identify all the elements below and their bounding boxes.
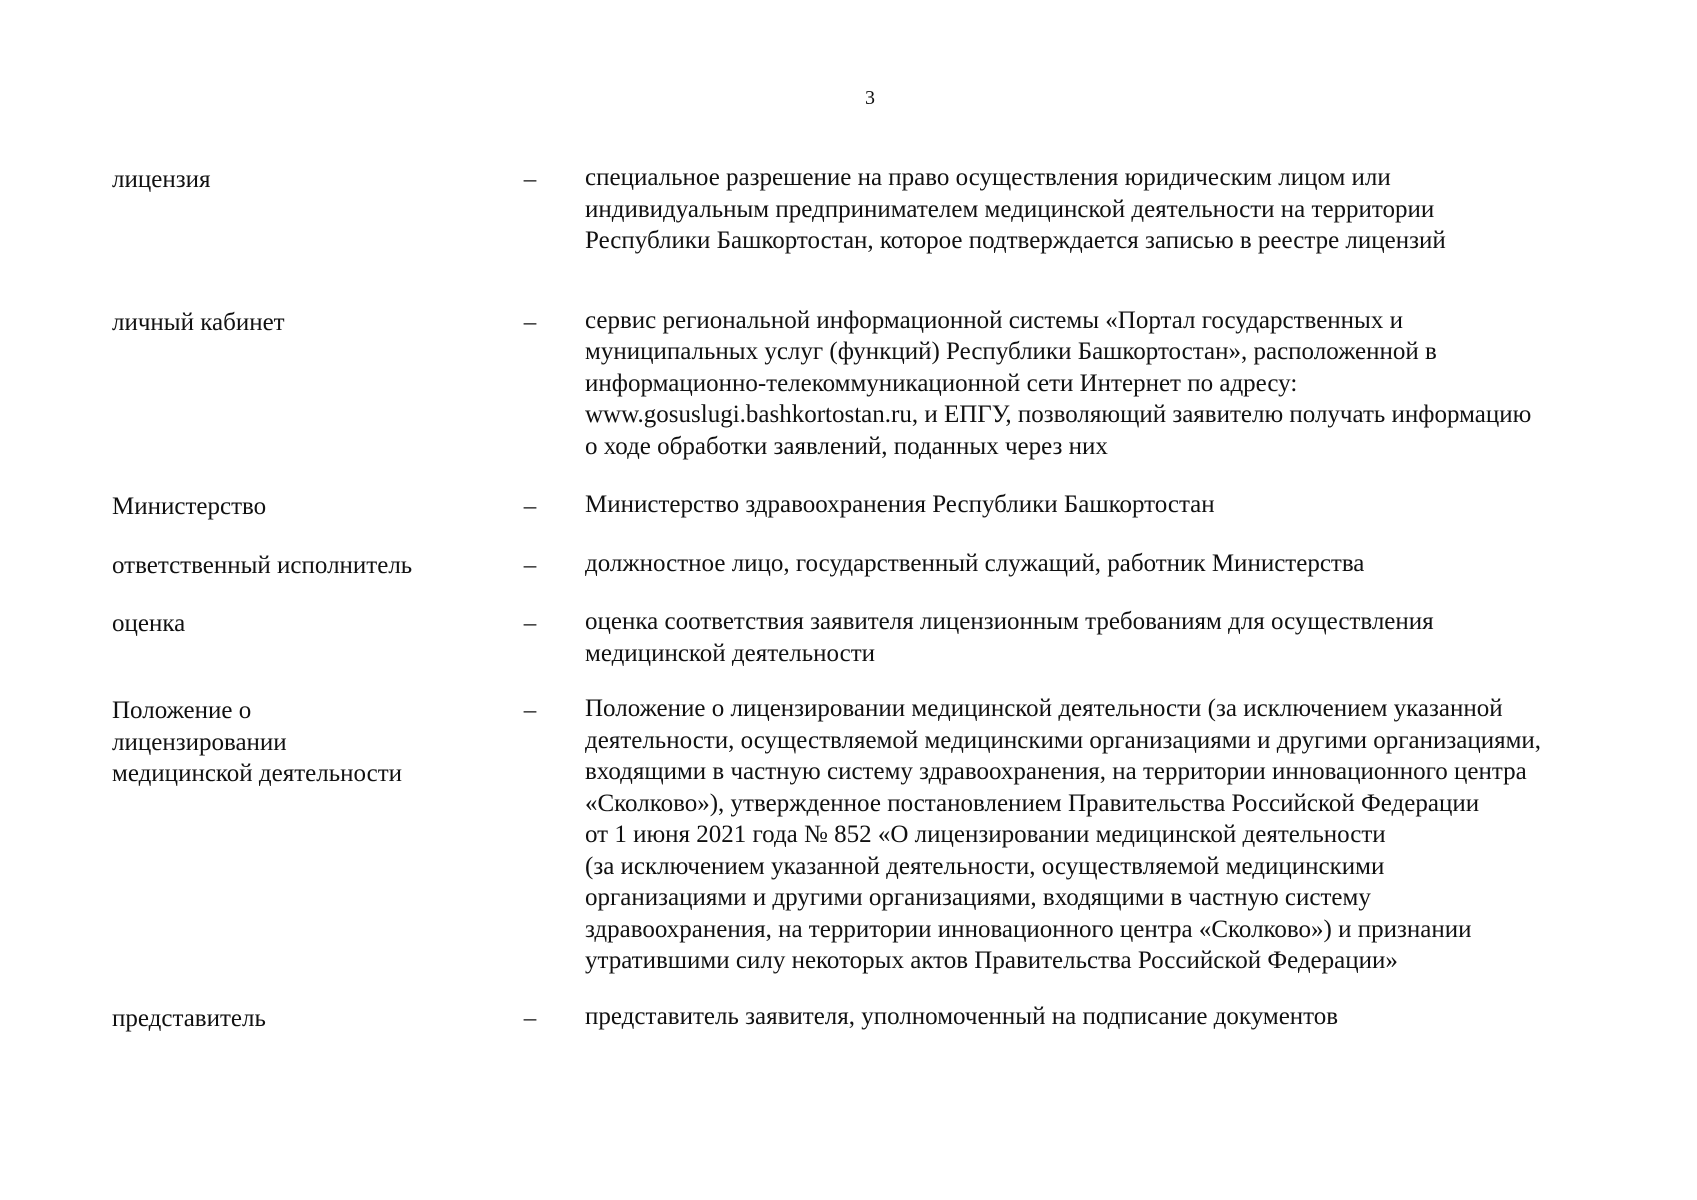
glossary-definition: специальное разрешение на право осуществления юридическим лицом или индивидуальным предпринимателем медицинской деятельности на территории Республики Башкортостан, которое подтверждается записью в реестре лицензий [585,164,1446,254]
glossary-definition: сервис региональной информационной системы «Портал государственных и муниципальных услуг (функций) Республики Башкортостан», расположенной в информационно-телекоммуникационной сети Интернет по адресу: www.gosuslugi.bashkortostan.ru, и ЕПГУ, позволяющий заявителю получать информацию о ходе обработки заявлений, поданных через них [585,306,1532,460]
glossary-definition: Положение о лицензировании медицинской деятельности (за исключением указанной деятельности, осуществляемой медицинскими организациями и другими организациями, входящими в частную систему здравоохранения, на территории инновационного центра «Сколково»), утвержденное постановлением Правительства Российской Федерации от 1 июня 2021 года № 852 «О лицензировании медицинской деятельности (за исключением указанной деятельности, осуществляемой медицинскими организациями и другими организациями, входящими в частную систему здравоохранения, на территории инновационного центра «Сколково») и признании утратившими силу некоторых актов Правительства Российской Федерации» [585,695,1542,974]
glossary-entry-representative [112,1001,1632,1033]
glossary-term: представитель [112,1004,266,1032]
glossary-entry-assessment [112,606,1632,669]
glossary-entry-personal-account [112,305,1632,463]
glossary-term: оценка [112,610,186,637]
glossary-term: лицензия [112,166,211,193]
page-number: 3 [865,87,875,109]
glossary-definition: Министерство здравоохранения Республики Башкортостан [585,491,1215,518]
dash-separator: – [523,166,537,193]
glossary-entry-ministry [112,489,1632,521]
glossary-entry-licensing-regulation [112,693,1632,977]
glossary-definition: представитель заявителя, уполномоченный на подписание документов [585,1002,1339,1030]
dash-separator: – [523,610,537,637]
dash-separator: – [523,308,537,336]
glossary-definition: должностное лицо, государственный служащий, работник Министерства [585,549,1365,577]
glossary-term: личный кабинет [112,308,285,336]
glossary-term: Министерство [112,493,267,520]
glossary-term: Положение о лицензировании медицинской деятельности [112,697,403,787]
glossary-definition: оценка соответствия заявителя лицензионным требованиям для осуществления медицинской деятельности [585,608,1434,667]
glossary-list [112,162,1632,1032]
dash-separator: – [523,697,537,724]
dash-separator: – [523,1004,537,1032]
glossary-entry-license [112,162,1632,257]
glossary-term: ответственный исполнитель [112,551,413,579]
glossary-entry-responsible-executor [112,548,1632,580]
dash-separator: – [523,493,537,520]
dash-separator: – [523,551,537,579]
